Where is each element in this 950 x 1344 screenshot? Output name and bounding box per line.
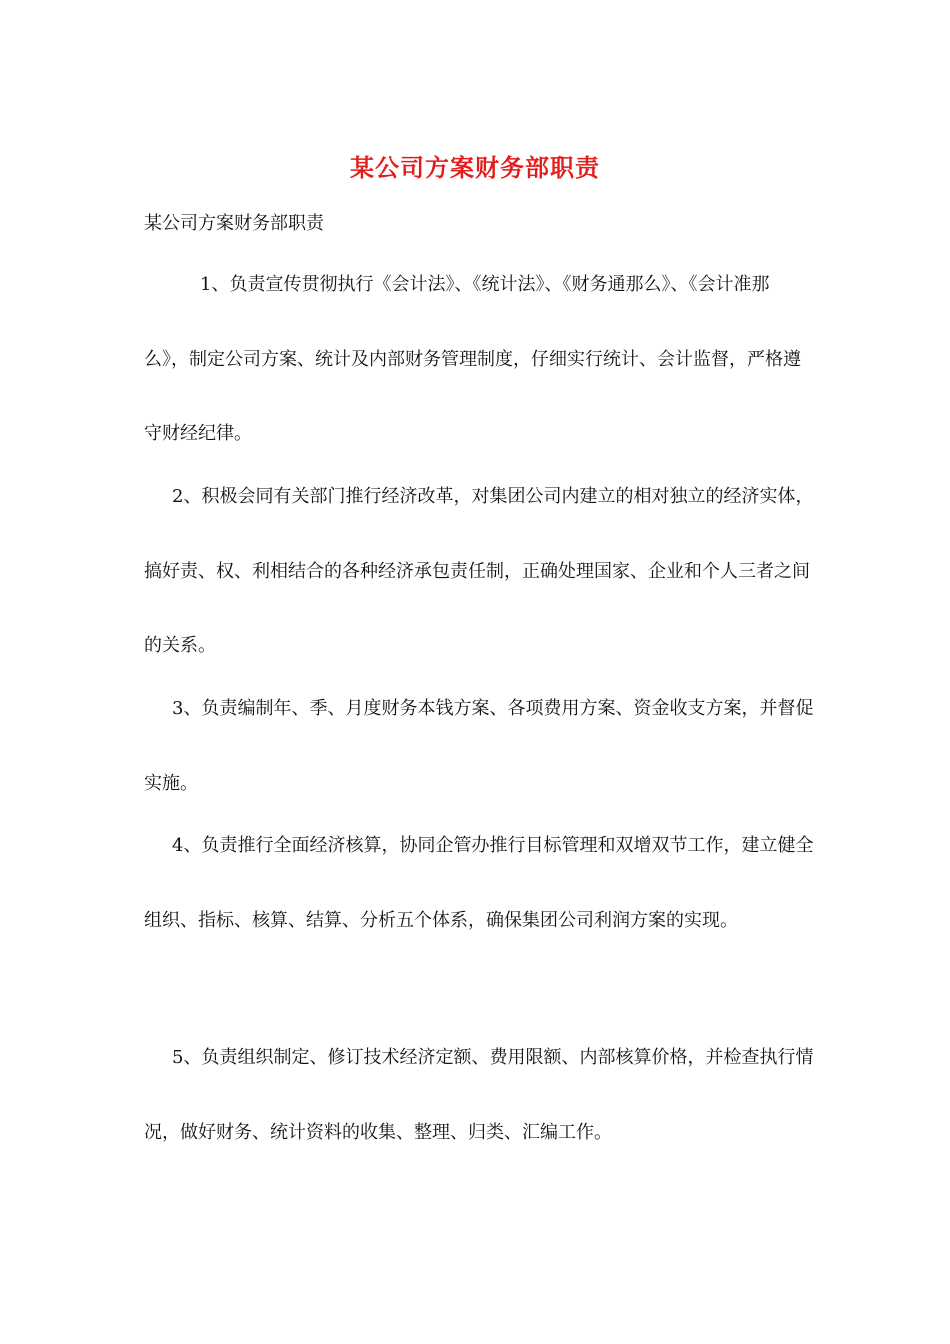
duty-item-1 xyxy=(144,248,814,472)
item-text: 、负责推行全面经济核算，协同企管办推行目标管理和双增双节工作，建立健全组织、指标、核算、结算、分析五个体系，确保集团公司利润方案的实现。 xyxy=(144,835,814,931)
item-text: 、积极会同有关部门推行经济改革，对集团公司内建立的相对独立的经济实体，搞好责、权、利相结合的各种经济承包责任制，正确处理国家、企业和个人三者之间的关系。 xyxy=(144,486,814,656)
item-number: 3 xyxy=(172,698,184,719)
item-text: 、负责宣传贯彻执行《会计法》、《统计法》、《财务通那么》、《会计准那么》，制定公司方案、统计及内部财务管理制度，仔细实行统计、会计监督，严格遵守财经纪律。 xyxy=(144,274,801,444)
duty-item-4 xyxy=(144,809,814,958)
document-title: 某公司方案财务部职责 xyxy=(350,153,600,182)
item-number: 2 xyxy=(172,486,184,507)
duty-item-2 xyxy=(144,460,814,684)
item-text: 、负责编制年、季、月度财务本钱方案、各项费用方案、资金收支方案，并督促实施。 xyxy=(144,698,814,794)
item-number: 1 xyxy=(200,274,212,295)
document-subtitle: 某公司方案财务部职责 xyxy=(144,213,324,234)
duty-item-5 xyxy=(144,1021,814,1170)
duty-item-3 xyxy=(144,672,814,821)
item-number: 5 xyxy=(172,1047,184,1068)
item-text: 、负责组织制定、修订技术经济定额、费用限额、内部核算价格，并检查执行情况，做好财务、统计资料的收集、整理、归类、汇编工作。 xyxy=(144,1047,814,1143)
item-number: 4 xyxy=(172,835,184,856)
